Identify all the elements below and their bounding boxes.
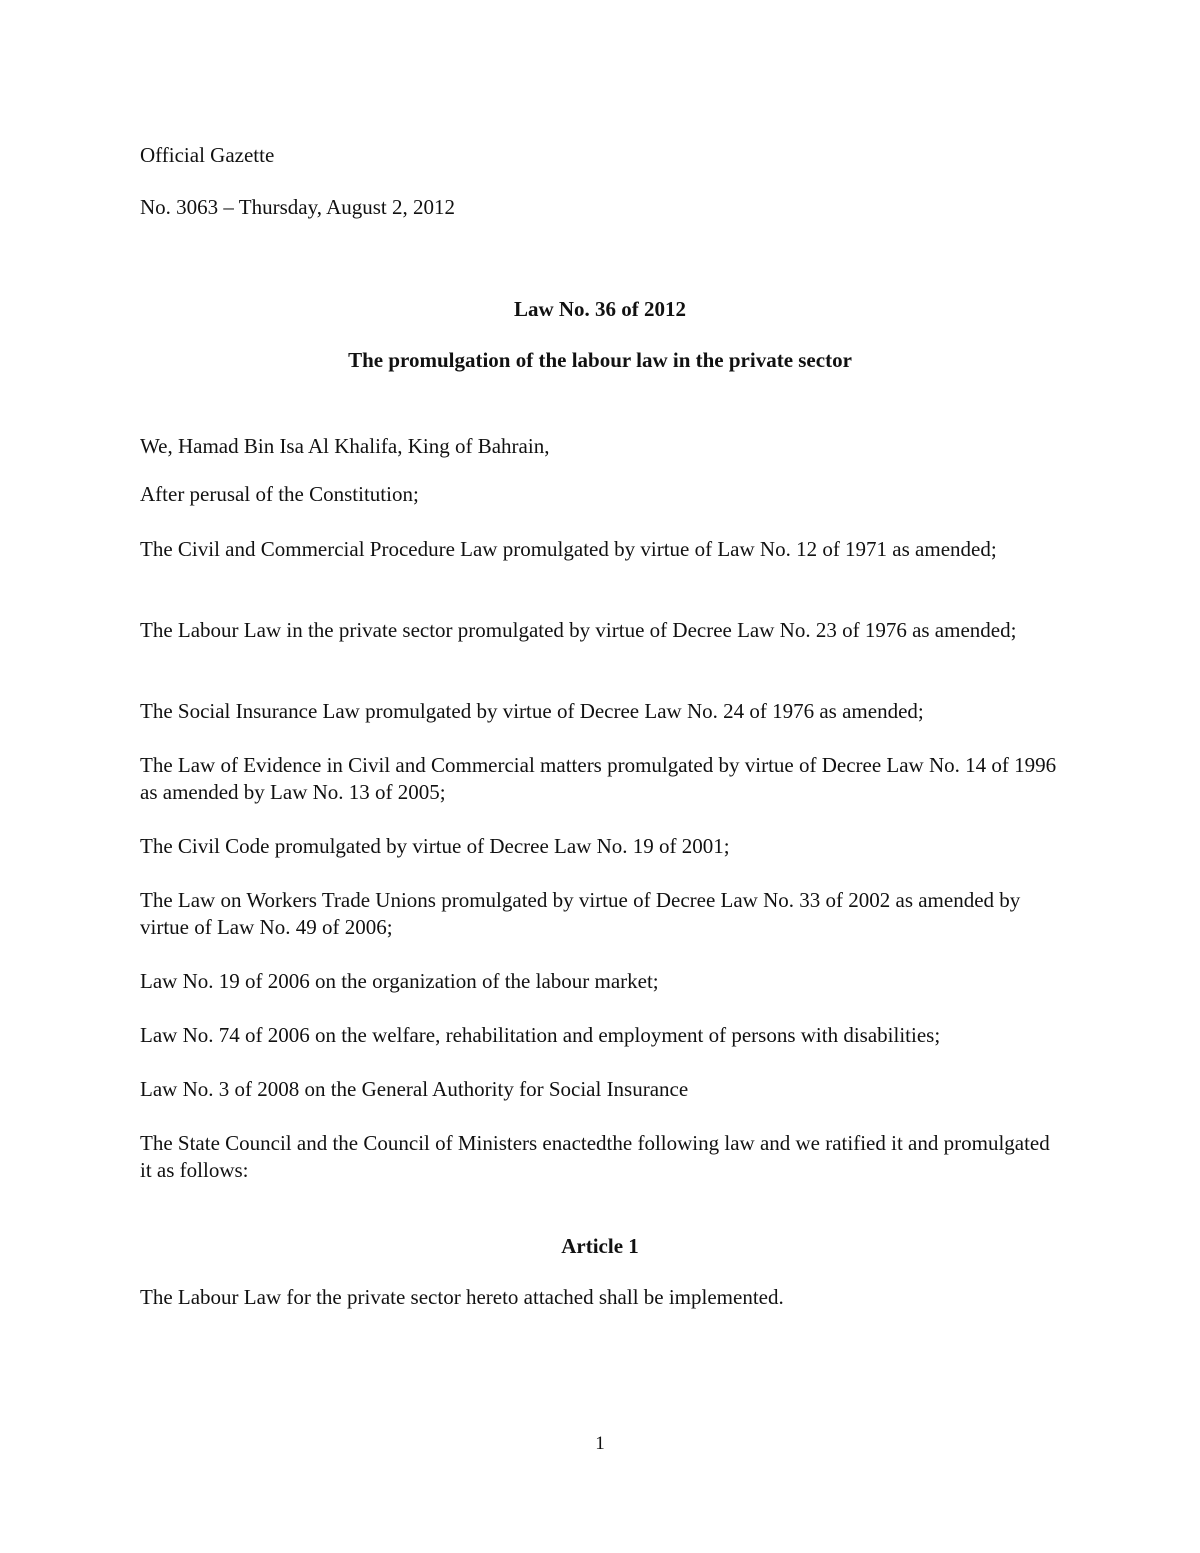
preamble-paragraph: The Law on Workers Trade Unions promulgated by virtue of Decree Law No. 33 of 2002 as amended by virtue of Law No. 49 of 2006; bbox=[140, 888, 1021, 939]
preamble-paragraph: The Law of Evidence in Civil and Commercial matters promulgated by virtue of Decree Law No. 14 of 1996 as amended by Law No. 13 of 2005; bbox=[140, 753, 1057, 804]
preamble-paragraph: The Social Insurance Law promulgated by virtue of Decree Law No. 24 of 1976 as amended; bbox=[140, 699, 924, 723]
preamble-paragraph: The Labour Law in the private sector promulgated by virtue of Decree Law No. 23 of 1976 as amended; bbox=[140, 618, 1017, 642]
gazette-issue: No. 3063 – Thursday, August 2, 2012 bbox=[140, 195, 455, 219]
preamble-paragraph: After perusal of the Constitution; bbox=[140, 482, 419, 506]
preamble-paragraph: The Civil and Commercial Procedure Law promulgated by virtue of Law No. 12 of 1971 as amended; bbox=[140, 537, 997, 561]
law-subject-heading: The promulgation of the labour law in the private sector bbox=[348, 348, 852, 372]
page-number: 1 bbox=[595, 1433, 605, 1454]
article-heading: Article 1 bbox=[561, 1234, 639, 1258]
preamble-paragraph: Law No. 19 of 2006 on the organization of the labour market; bbox=[140, 969, 659, 993]
gazette-name: Official Gazette bbox=[140, 143, 275, 167]
article-text: The Labour Law for the private sector hereto attached shall be implemented. bbox=[140, 1285, 784, 1309]
preamble-paragraph: Law No. 74 of 2006 on the welfare, rehabilitation and employment of persons with disabilities; bbox=[140, 1023, 941, 1047]
preamble-paragraph: The Civil Code promulgated by virtue of Decree Law No. 19 of 2001; bbox=[140, 834, 730, 858]
enactment-clause: The State Council and the Council of Ministers enactedthe following law and we ratified it and promulgated it as follows: bbox=[140, 1131, 1050, 1182]
preamble-paragraph: Law No. 3 of 2008 on the General Authority for Social Insurance bbox=[140, 1077, 689, 1101]
preamble-paragraph: We, Hamad Bin Isa Al Khalifa, King of Bahrain, bbox=[140, 434, 550, 458]
law-number-heading: Law No. 36 of 2012 bbox=[513, 297, 687, 321]
